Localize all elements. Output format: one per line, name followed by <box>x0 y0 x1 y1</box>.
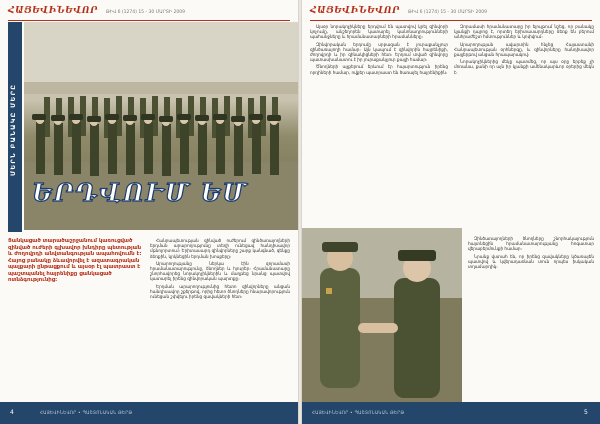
left-footer <box>0 402 298 424</box>
right-footer <box>302 402 600 424</box>
right-article-column-1 <box>310 24 448 77</box>
issue-line: ԹԻՎ 6 (1274) 15 - 30 ՄԱՐՏԻ 2009 <box>407 10 487 15</box>
publication-logo: ՀԱՅԵՎԻՆԵՎՈՐ <box>310 6 400 16</box>
paragraph: Այսօր նորակոչիկները երդվում են պատվով կրել զինվորի կոչումը, անշեղորեն կատարել կանոնադրությունների պահանջները և հրամանատարների հրամանները։ <box>310 24 448 40</box>
issue-line: ԹԻՎ 6 (1274) 15 - 30 ՄԱՐՏԻ 2009 <box>105 10 185 15</box>
header-rule <box>310 20 592 21</box>
publication-logo: ՀԱՅԵՎԻՆԵՎՈՐ <box>8 6 98 16</box>
footer-text: ՀԱՅԵՎԻՆԵՎՈՐ • ՊԱՇՏՈՆԱԿԱՆ ԹԵՐԹ <box>312 410 405 415</box>
paragraph: Զինծառայողների ծնողները շնորհակալություն հայտնեցին հրամանատարությանը հոգատար վերաբերմունքի համար։ <box>468 236 594 252</box>
right-article-column-3 <box>468 236 594 271</box>
right-article-column-2 <box>454 24 594 77</box>
headline: ԵՐԴՎՈՒՄ ԵՄ <box>32 178 248 207</box>
footer-text: ՀԱՅԵՎԻՆԵՎՈՐ • ՊԱՇՏՈՆԱԿԱՆ ԹԵՐԹ <box>40 410 133 415</box>
paragraph: Ծնողների աչքերում երևում էր հպարտություն իրենց որդիների համար, ովքեր պատրաստ են ծառայել հայրենիքին։ <box>310 64 448 75</box>
page-number: 4 <box>10 409 14 416</box>
paragraph: Արարողությանը ներկա էին զորամասի հրամանատարությունը, ծնողներ և հյուրեր։ Հրամանատարը շնորհավորեց նորակոչիկներին և մաղթեց նրանց պատվով կատարել իրենց զինվորական պարտքը։ <box>150 260 290 282</box>
paragraph: Նորակոչիկներից մեկը պատմեց, որ այս օրը երբեք չի մոռանա, քանի որ այն իր կյանքի ամենակարևոր օրերից մեկն է։ <box>454 59 594 75</box>
left-article-column <box>150 238 290 301</box>
paragraph: Նրանք վստահ են, որ իրենց զավակները կծառայեն պատվով և կվերադառնան տուն որպես իսկական տղամարդիկ։ <box>468 253 594 270</box>
intro-text: Ցանկացած տարածաշրջանում կառուցված զինված ուժերի գլխավոր խնդիրը պետության և ժողովրդի անվտանգության ապահովումն է։ Հայոց բանակը ձևավորվել է ազատագրական պայքարի ընթացքում և այսօր էլ պատրաստ է պաշտպանել հայրենիքը ցանկացած ոտնձգությունից։ <box>8 238 142 283</box>
paragraph: Զինվորական երդումը սրբազան է յուրաքանչյուր զինծառայողի համար։ Այն կապում է զինվորին հայրենիքի, ժողովրդի և իր զինակիցների հետ։ Երդում տված զինվորը պատասխանատու է իր յուրաքանչյուր քայլի համար։ <box>310 41 448 63</box>
left-header <box>8 6 185 20</box>
right-page <box>302 0 600 424</box>
section-caption: ՄԵՐՆ ԲԱՆԱԿԸ ՄԵՐԸ <box>9 83 17 177</box>
left-page <box>0 0 298 424</box>
paragraph: Հանրապետության զինված ուժերում զինծառայողների երդման արարողությունը տեղի ունեցավ հանդիսավոր մթնոլորտում։ Երիտասարդ զինվորները շարք կանգնած, զենքը ձեռքին, կրկնեցին երդման խոսքերը։ <box>150 238 290 259</box>
paragraph: Արարողության ավարտին հնչեց Հայաստանի Հանրապետության օրհներգը, և զինվորները հանդիսավոր քայլերթով անցան հրապարակով։ <box>454 41 594 58</box>
officer-soldier-photo <box>302 228 462 404</box>
header-rule <box>8 20 290 21</box>
right-header <box>310 6 487 20</box>
page-number: 5 <box>584 409 588 416</box>
paragraph: Երդման արարողությունից հետո զինվորները անցան հանդիսավոր շքերթով, որից հետո ծնողները հնարավորություն ունեցան շփվելու իրենց զավակների հետ։ <box>150 283 290 300</box>
paragraph: Զորամասի հրամանատարը իր ելույթում նշեց, որ բանակը կյանքի դպրոց է, որտեղ երիտասարդները ձեռք են բերում անհրաժեշտ հմտություններ և կոփվում։ <box>454 24 594 40</box>
